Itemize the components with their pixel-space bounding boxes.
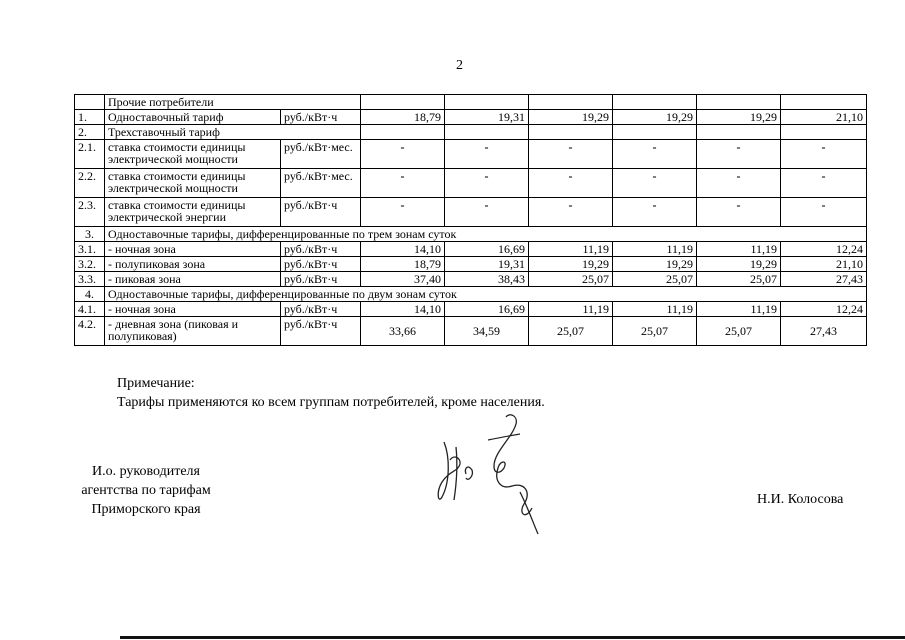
value-cell: 11,19 — [613, 302, 697, 317]
row-number: 2.2. — [75, 169, 105, 198]
value-cell: - — [445, 169, 529, 198]
value-cell: - — [613, 198, 697, 227]
value-cell: - — [529, 198, 613, 227]
value-cell: - — [781, 169, 867, 198]
row-label: Одноставочный тариф — [105, 110, 281, 125]
page-number: 2 — [456, 58, 463, 73]
value-cell: 19,29 — [697, 257, 781, 272]
unit-cell: руб./кВт·ч — [281, 257, 361, 272]
empty-cell — [529, 125, 613, 140]
section-title: Прочие потребители — [105, 95, 361, 110]
table-row — [75, 198, 867, 227]
row-number: 2.3. — [75, 198, 105, 227]
section-title: Трехставочный тариф — [105, 125, 361, 140]
empty-cell — [781, 95, 867, 110]
table-row — [75, 302, 867, 317]
value-cell: 19,31 — [445, 110, 529, 125]
row-number: 1. — [75, 110, 105, 125]
value-cell: - — [361, 198, 445, 227]
value-cell: 11,19 — [529, 242, 613, 257]
value-cell: - — [697, 198, 781, 227]
value-cell: 14,10 — [361, 242, 445, 257]
note-block — [117, 374, 545, 412]
value-cell: 38,43 — [445, 272, 529, 287]
unit-cell: руб./кВт·ч — [281, 242, 361, 257]
row-number: 2.1. — [75, 140, 105, 169]
unit-cell: руб./кВт·мес. — [281, 140, 361, 169]
value-cell: 11,19 — [613, 242, 697, 257]
value-cell: 11,19 — [697, 242, 781, 257]
table-row — [75, 95, 867, 110]
empty-cell — [697, 125, 781, 140]
value-cell: 16,69 — [445, 302, 529, 317]
value-cell: 11,19 — [697, 302, 781, 317]
value-cell: - — [529, 140, 613, 169]
value-cell: 37,40 — [361, 272, 445, 287]
row-number: 4. — [75, 287, 105, 302]
value-cell: - — [781, 198, 867, 227]
value-cell: - — [697, 169, 781, 198]
value-cell: 21,10 — [781, 257, 867, 272]
note-title: Примечание: — [117, 376, 195, 391]
value-cell: 19,29 — [613, 257, 697, 272]
row-label: ставка стоимости единицы электрической энергии — [105, 198, 281, 227]
empty-cell — [445, 125, 529, 140]
table-row — [75, 125, 867, 140]
empty-cell — [781, 125, 867, 140]
row-number: 3.1. — [75, 242, 105, 257]
unit-cell: руб./кВт·мес. — [281, 169, 361, 198]
value-cell: 25,07 — [697, 272, 781, 287]
value-cell: - — [613, 140, 697, 169]
value-cell: 34,59 — [445, 317, 529, 346]
row-label: - пиковая зона — [105, 272, 281, 287]
value-cell: 25,07 — [613, 317, 697, 346]
unit-cell: руб./кВт·ч — [281, 272, 361, 287]
value-cell: 14,10 — [361, 302, 445, 317]
section-title: Одноставочные тарифы, дифференцированные по трем зонам суток — [105, 227, 867, 242]
empty-cell — [361, 95, 445, 110]
section-title: Одноставочные тарифы, дифференцированные по двум зонам суток — [105, 287, 867, 302]
unit-cell: руб./кВт·ч — [281, 317, 361, 346]
handwritten-signature — [428, 412, 558, 537]
value-cell: 18,79 — [361, 110, 445, 125]
row-number — [75, 95, 105, 110]
row-label: ставка стоимости единицы электрической мощности — [105, 169, 281, 198]
row-label: ставка стоимости единицы электрической мощности — [105, 140, 281, 169]
unit-cell: руб./кВт·ч — [281, 110, 361, 125]
row-number: 3. — [75, 227, 105, 242]
value-cell: - — [697, 140, 781, 169]
value-cell: 33,66 — [361, 317, 445, 346]
value-cell: 16,69 — [445, 242, 529, 257]
row-number: 4.2. — [75, 317, 105, 346]
row-number: 4.1. — [75, 302, 105, 317]
row-number: 2. — [75, 125, 105, 140]
value-cell: - — [781, 140, 867, 169]
value-cell: 18,79 — [361, 257, 445, 272]
value-cell: 27,43 — [781, 317, 867, 346]
value-cell: 19,29 — [697, 110, 781, 125]
signatory-position-line: Приморского края — [91, 502, 201, 517]
value-cell: 25,07 — [529, 317, 613, 346]
row-number: 3.2. — [75, 257, 105, 272]
value-cell: 12,24 — [781, 302, 867, 317]
value-cell: 25,07 — [529, 272, 613, 287]
empty-cell — [613, 95, 697, 110]
value-cell: - — [361, 169, 445, 198]
value-cell: 25,07 — [697, 317, 781, 346]
table-row — [75, 140, 867, 169]
page-bottom-edge — [120, 636, 905, 639]
value-cell: 25,07 — [613, 272, 697, 287]
value-cell: - — [613, 169, 697, 198]
value-cell: 21,10 — [781, 110, 867, 125]
value-cell: - — [361, 140, 445, 169]
table-row — [75, 169, 867, 198]
table-row — [75, 110, 867, 125]
value-cell: 19,29 — [529, 257, 613, 272]
empty-cell — [529, 95, 613, 110]
table-row — [75, 287, 867, 302]
table-row — [75, 227, 867, 242]
row-label: - полупиковая зона — [105, 257, 281, 272]
row-label: - дневная зона (пиковая и полупиковая) — [105, 317, 281, 346]
value-cell: - — [445, 198, 529, 227]
table-row — [75, 257, 867, 272]
unit-cell: руб./кВт·ч — [281, 302, 361, 317]
empty-cell — [613, 125, 697, 140]
row-number: 3.3. — [75, 272, 105, 287]
empty-cell — [445, 95, 529, 110]
value-cell: 19,29 — [529, 110, 613, 125]
row-label: - ночная зона — [105, 242, 281, 257]
note-text: Тарифы применяются ко всем группам потребителей, кроме населения. — [117, 395, 545, 410]
value-cell: - — [445, 140, 529, 169]
signatory-position — [66, 462, 226, 519]
empty-cell — [697, 95, 781, 110]
tariff-table — [74, 94, 867, 346]
value-cell: 27,43 — [781, 272, 867, 287]
row-label: - ночная зона — [105, 302, 281, 317]
value-cell: 11,19 — [529, 302, 613, 317]
table-row — [75, 317, 867, 346]
signatory-position-line: агентства по тарифам — [81, 483, 211, 498]
signatory-name: Н.И. Колосова — [757, 492, 844, 507]
value-cell: 19,31 — [445, 257, 529, 272]
table-row — [75, 272, 867, 287]
value-cell: 12,24 — [781, 242, 867, 257]
table-row — [75, 242, 867, 257]
unit-cell: руб./кВт·ч — [281, 198, 361, 227]
value-cell: - — [529, 169, 613, 198]
empty-cell — [361, 125, 445, 140]
signatory-position-line: И.о. руководителя — [91, 464, 200, 479]
value-cell: 19,29 — [613, 110, 697, 125]
